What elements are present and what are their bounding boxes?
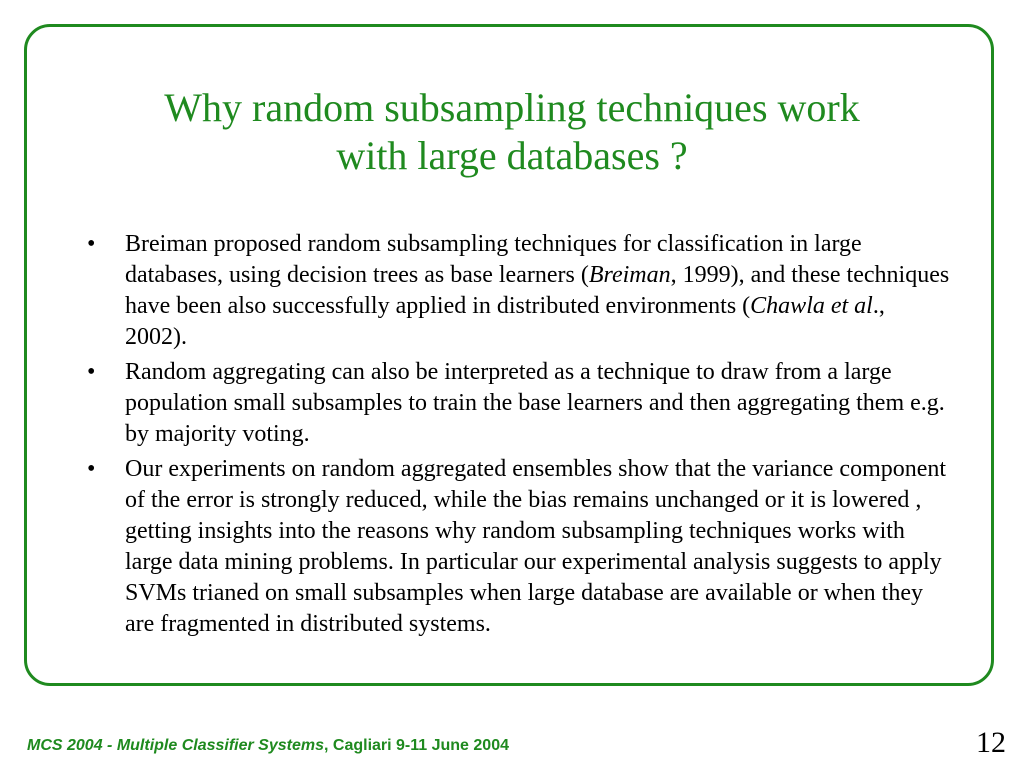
bullet-dot: • <box>87 456 96 482</box>
bullet-list <box>82 229 952 644</box>
bullet-text: Random aggregating can also be interpreted as a technique to draw from a large population small subsamples to train the base learners and then aggregating them e.g. by majority voting. <box>125 359 945 447</box>
footer-conference-name: MCS 2004 - Multiple Classifier Systems <box>27 737 324 754</box>
slide-title-line1: Why random subsampling techniques work <box>164 85 860 130</box>
citation-chawla: Chawla et al <box>750 293 873 319</box>
slide-title <box>24 84 1000 180</box>
bullet-text-part: ., 2002). <box>125 293 885 350</box>
page-number: 12 <box>976 726 1006 759</box>
bullet-text-part: Breiman proposed random subsampling techniques for classification in large databases, using decision trees as base learners ( <box>125 231 862 288</box>
bullet-dot: • <box>87 359 96 385</box>
bullet-text-part: , 1999), and these techniques have been also successfully applied in distributed environments ( <box>125 262 950 319</box>
bullet-item-experiments <box>82 454 952 640</box>
bullet-item-breiman <box>82 229 952 353</box>
footer-location-date: , Cagliari 9-11 June 2004 <box>324 737 509 754</box>
slide-title-line2: with large databases ? <box>336 133 688 178</box>
bullet-text: Our experiments on random aggregated ensembles show that the variance component of the error is strongly reduced, while the bias remains unchanged or it is lowered , getting insights into the reasons why random subsampling techniques works with large data mining problems. In particular our experimental analysis suggests to apply SVMs trianed on small subsamples when large database are available or when they are fragmented in distributed systems. <box>125 456 947 637</box>
bullet-item-random-aggregating <box>82 357 952 450</box>
citation-breiman: Breiman <box>588 262 671 288</box>
footer-conference <box>27 737 509 755</box>
bullet-dot: • <box>87 231 96 257</box>
